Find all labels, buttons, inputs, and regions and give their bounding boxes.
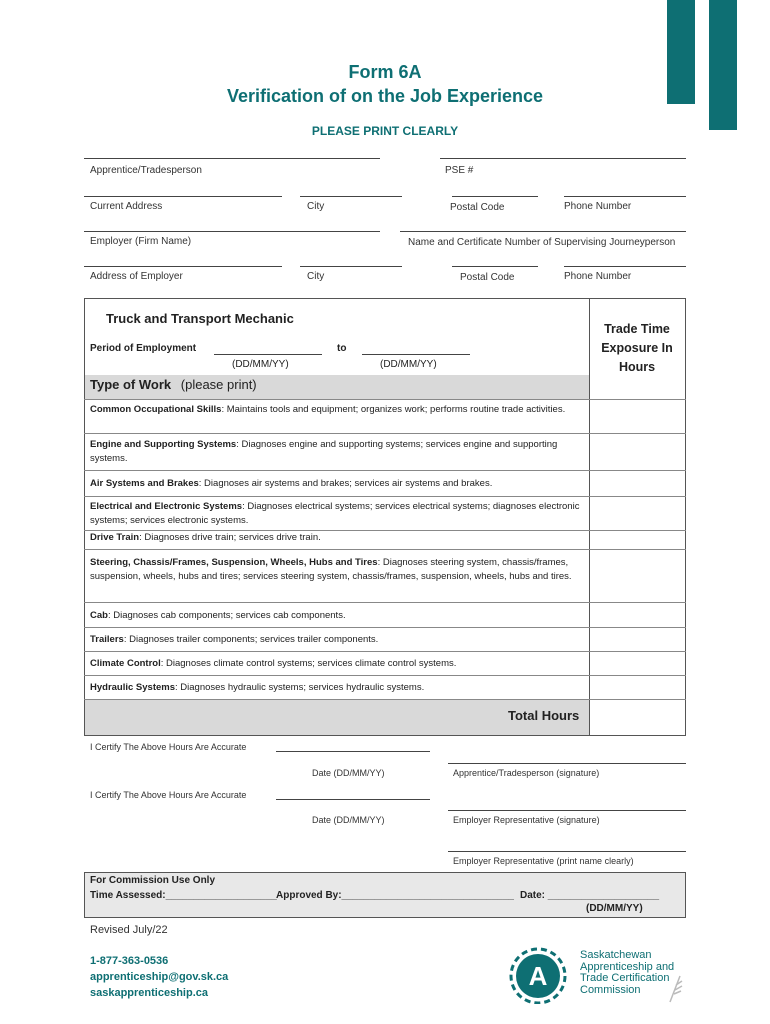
employer-address-line[interactable] — [84, 266, 282, 267]
date-label-2: Date (DD/MM/YY) — [312, 815, 385, 825]
row-divider — [84, 651, 686, 652]
row-divider — [84, 496, 686, 497]
org-name-line-4: Commission — [580, 983, 641, 996]
print-notice: PLEASE PRINT CLEARLY — [311, 124, 459, 138]
certify-date-line-1[interactable] — [276, 751, 430, 752]
employer-print-name-label: Employer Representative (print name clearly) — [453, 856, 634, 866]
row-common-skills: Common Occupational Skills: Maintains tools and equipment; organizes work; performs routine trade activities. — [90, 404, 566, 415]
current-address-label: Current Address — [90, 201, 163, 212]
row-air-brakes: Air Systems and Brakes: Diagnoses air systems and brakes; services air systems and brakes. — [90, 478, 493, 489]
employer-label: Employer (Firm Name) — [90, 236, 192, 247]
date-label-1: Date (DD/MM/YY) — [312, 768, 385, 778]
postal1-line[interactable] — [452, 196, 538, 197]
row-electrical: Electrical and Electronic Systems: Diagnoses electrical systems; services electrical systems; diagnoses electronic systems; services electronic systems. — [90, 501, 580, 526]
footer-phone[interactable]: 1-877-363-0536 — [90, 955, 169, 967]
commission-date-format: (DD/MM/YY) — [586, 903, 643, 914]
row-divider — [84, 699, 686, 700]
form-subtitle: Verification of on the Job Experience — [226, 86, 544, 106]
footer-website[interactable]: saskapprenticeship.ca — [90, 987, 209, 999]
phone2-label: Phone Number — [564, 271, 632, 282]
period-from-line[interactable] — [214, 354, 322, 355]
supervisor-line[interactable] — [400, 231, 686, 232]
supervisor-label: Name and Certificate Number of Supervising Journeyperson — [408, 237, 676, 248]
certify-date-line-2[interactable] — [276, 799, 430, 800]
wheat-icon — [666, 972, 686, 1004]
city1-label: City — [307, 201, 325, 212]
row-drive-train: Drive Train: Diagnoses drive train; services drive train. — [90, 532, 321, 543]
date-format-from: (DD/MM/YY) — [232, 359, 289, 370]
apprentice-signature-label: Apprentice/Tradesperson (signature) — [453, 768, 600, 778]
apprentice-label: Apprentice/Tradesperson — [90, 165, 202, 176]
period-label: Period of Employment — [90, 343, 197, 354]
total-hours-label: Total Hours — [508, 708, 580, 723]
phone2-line[interactable] — [564, 266, 686, 267]
commission-heading: For Commission Use Only — [90, 875, 216, 886]
row-steering: Steering, Chassis/Frames, Suspension, Wheels, Hubs and Tires: Diagnoses steering system, chassis/frames, suspension, wheels, hubs and tires; services steering system, chassis/frames, suspension, wheels, hubs and tires. — [90, 557, 572, 582]
row-divider — [84, 470, 686, 471]
row-divider — [84, 602, 686, 603]
row-trailers: Trailers: Diagnoses trailer components; services trailer components. — [90, 634, 379, 645]
pse-line[interactable] — [440, 158, 686, 159]
type-of-work-label: Type of Work — [90, 377, 172, 392]
row-divider — [84, 627, 686, 628]
pse-label: PSE # — [445, 165, 474, 176]
commission-date: Date: ____________________ — [520, 890, 660, 901]
employer-line[interactable] — [84, 231, 380, 232]
row-divider — [84, 549, 686, 550]
apprentice-line[interactable] — [84, 158, 380, 159]
approved-by: Approved By:_______________________________ — [276, 890, 514, 901]
employer-print-name-line[interactable] — [448, 851, 686, 852]
period-to: to — [337, 343, 347, 354]
row-hydraulic: Hydraulic Systems: Diagnoses hydraulic systems; services hydraulic systems. — [90, 682, 425, 693]
certify-label-2: I Certify The Above Hours Are Accurate — [90, 790, 247, 800]
period-to-line[interactable] — [362, 354, 470, 355]
postal2-label: Postal Code — [460, 272, 515, 283]
revised-date: Revised July/22 — [90, 924, 168, 936]
svg-text:A: A — [528, 961, 548, 991]
org-name — [580, 950, 674, 996]
postal1-label: Postal Code — [450, 202, 505, 213]
please-print-label: (please print) — [180, 377, 257, 392]
hours-column-divider — [589, 298, 590, 736]
sk-logo — [508, 946, 576, 1004]
trade-name: Truck and Transport Mechanic — [106, 311, 294, 326]
row-divider — [84, 675, 686, 676]
city2-label: City — [307, 271, 325, 282]
row-cab: Cab: Diagnoses cab components; services cab components. — [90, 610, 346, 621]
city2-line[interactable] — [300, 266, 402, 267]
row-climate: Climate Control: Diagnoses climate control systems; services climate control systems. — [90, 658, 457, 669]
footer-email[interactable]: apprenticeship@gov.sk.ca — [90, 971, 229, 983]
org-name-line-1: Saskatchewan — [580, 949, 652, 961]
apprentice-signature-line[interactable] — [448, 763, 686, 764]
type-of-work — [90, 377, 257, 392]
row-divider — [84, 399, 686, 400]
hours-header: Trade Time Exposure In Hours — [601, 322, 673, 374]
org-name-line-3: Trade Certification — [580, 972, 670, 984]
form-title: Form 6A — [348, 62, 422, 82]
time-assessed: Time Assessed:____________________ — [90, 890, 277, 901]
row-engine: Engine and Supporting Systems: Diagnoses engine and supporting systems; services engine and supporting systems. — [90, 439, 558, 464]
employer-signature-line[interactable] — [448, 810, 686, 811]
city1-line[interactable] — [300, 196, 402, 197]
logo-emblem-icon — [508, 946, 576, 1004]
phone1-line[interactable] — [564, 196, 686, 197]
employer-signature-label: Employer Representative (signature) — [453, 815, 600, 825]
row-divider — [84, 433, 686, 434]
org-name-line-2: Apprenticeship and — [580, 960, 675, 973]
employer-address-label: Address of Employer — [90, 271, 183, 282]
certify-label-1: I Certify The Above Hours Are Accurate — [90, 742, 247, 752]
postal2-line[interactable] — [452, 266, 538, 267]
current-address-line[interactable] — [84, 196, 282, 197]
phone1-label: Phone Number — [564, 201, 632, 212]
date-format-to: (DD/MM/YY) — [380, 359, 437, 370]
